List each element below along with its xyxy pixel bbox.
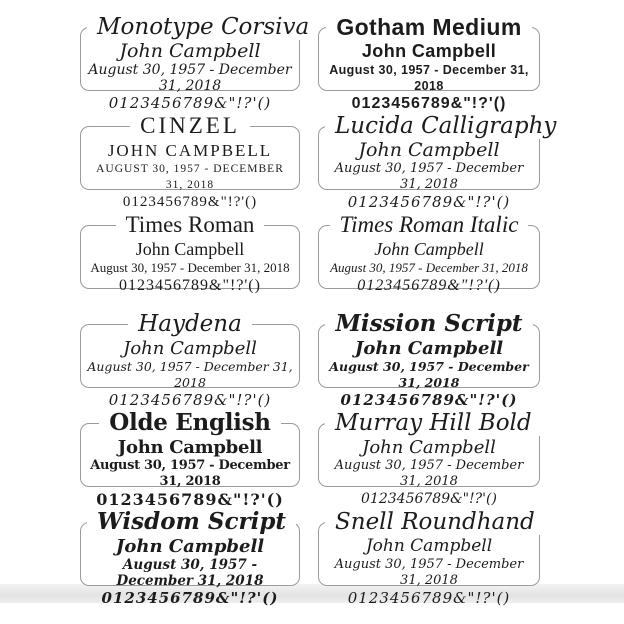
- sample-dates: AUGUST 30, 1957 - DECEMBER 31, 2018: [96, 163, 284, 191]
- sample-name: John Campbell: [374, 239, 484, 259]
- font-title: Murray Hill Bold: [335, 410, 532, 436]
- font-title: Mission Script: [335, 310, 523, 337]
- sample-name: John Campbell: [354, 338, 504, 359]
- sample-dates: August 30, 1957 - December 31, 2018: [90, 458, 290, 489]
- sample-dates: August 30, 1957 - December 31, 2018: [334, 557, 524, 588]
- sample-name: John Campbell: [117, 437, 263, 458]
- font-option-lucida-calligraphy[interactable]: [318, 113, 557, 211]
- sample-name: John Campbell: [135, 239, 245, 259]
- sample-name: John Campbell: [365, 536, 493, 556]
- font-option-wisdom-script[interactable]: [80, 508, 300, 607]
- font-option-cinzel[interactable]: [80, 113, 300, 210]
- font-option-olde-english[interactable]: [80, 409, 300, 509]
- sample-name: John Campbell: [358, 139, 500, 161]
- sample-characters: 0123456789&"!?'(): [108, 94, 272, 112]
- sample-characters: 0123456789&"!?'(): [340, 391, 518, 409]
- sample-dates: August 30, 1957 - December 31, 2018: [87, 359, 293, 390]
- sample-characters: 0123456789&"!?'(): [351, 95, 507, 112]
- sample-name: JOHN CAMPBELL: [107, 141, 273, 160]
- font-option-mission-script[interactable]: [318, 310, 540, 409]
- font-option-times-roman[interactable]: [80, 212, 300, 294]
- sample-characters: 0123456789&"!?'(): [361, 491, 497, 507]
- sample-characters: 0123456789&"!?'(): [119, 277, 261, 294]
- sample-characters: 0123456789&"!?'(): [96, 490, 284, 509]
- font-title: Times Roman Italic: [339, 212, 519, 237]
- font-title: Lucida Calligraphy: [335, 113, 557, 139]
- font-option-gotham-medium[interactable]: [318, 14, 540, 112]
- sample-dates: August 30, 1957 - December 31, 2018: [116, 557, 264, 589]
- font-title: Haydena: [138, 311, 242, 337]
- sample-characters: 0123456789&"!?'(): [101, 589, 279, 607]
- sample-characters: 0123456789&"!?'(): [122, 194, 258, 210]
- font-title: Snell Roundhand: [335, 509, 535, 535]
- font-title: Gotham Medium: [336, 14, 522, 40]
- sample-characters: 0123456789&"!?'(): [108, 391, 272, 409]
- sample-name: John Campbell: [119, 40, 261, 62]
- sample-name: John Campbell: [123, 338, 257, 359]
- sample-name: John Campbell: [362, 437, 496, 458]
- sample-dates: August 30, 1957 - December 31, 2018: [329, 359, 529, 390]
- sample-name: John Campbell: [115, 536, 265, 557]
- sample-dates: August 30, 1957 - December 31, 2018: [334, 161, 524, 192]
- font-option-murray-hill-bold[interactable]: [318, 410, 540, 507]
- font-title: Olde English: [109, 409, 271, 436]
- font-option-snell-roundhand[interactable]: [318, 509, 540, 607]
- font-title: Monotype Corsiva: [97, 14, 310, 40]
- font-title: Times Roman: [125, 212, 255, 237]
- sample-characters: 0123456789&"!?'(): [357, 277, 501, 294]
- font-option-times-roman-italic[interactable]: [318, 212, 540, 294]
- sample-dates: August 30, 1957 - December 31, 2018: [90, 260, 290, 275]
- font-option-haydena[interactable]: [80, 311, 300, 409]
- font-option-monotype-corsiva[interactable]: [80, 14, 310, 112]
- sample-characters: 0123456789&"!?'(): [347, 193, 511, 211]
- sample-dates: August 30, 1957 - December 31, 2018: [88, 62, 292, 94]
- sample-dates: August 30, 1957 - December 31, 2018: [334, 458, 524, 489]
- font-title: Wisdom Script: [97, 508, 287, 535]
- font-title: CINZEL: [140, 113, 240, 138]
- sample-characters: 0123456789&"!?'(): [347, 589, 511, 607]
- sample-dates: August 30, 1957 - December 31, 2018: [330, 260, 528, 275]
- sample-dates: August 30, 1957 - December 31, 2018: [329, 63, 529, 93]
- sample-name: John Campbell: [361, 41, 497, 61]
